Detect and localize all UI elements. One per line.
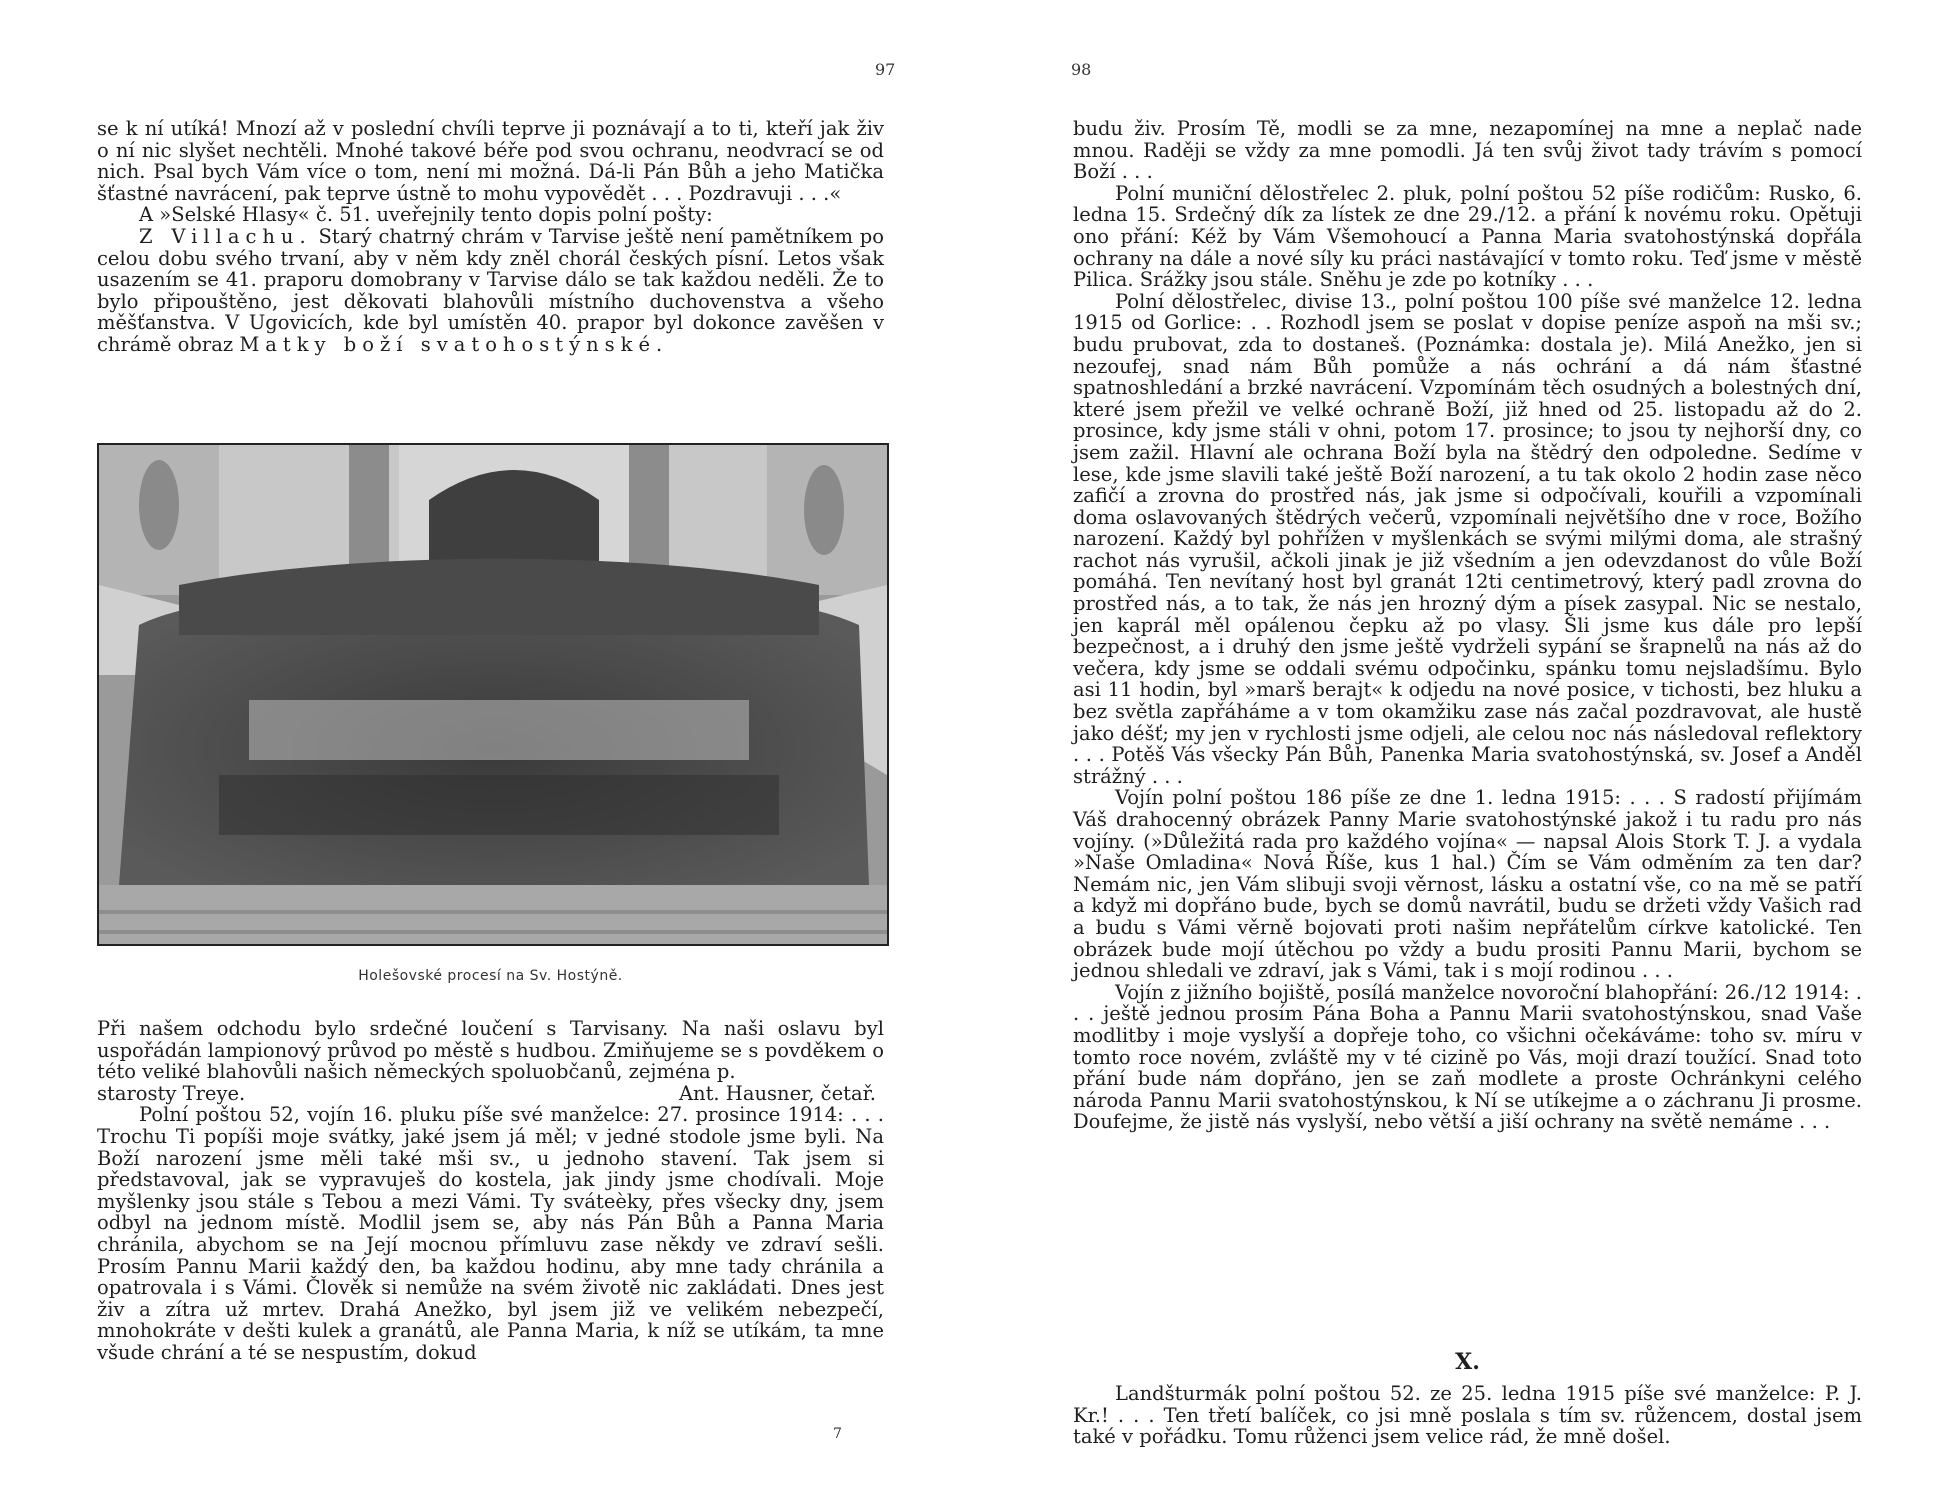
text-paragraph: budu živ. Prosím Tě, modli se za mne, nezapomínej na mne a neplač nade mnou. Raději se vždy za mne pomodli. Já ten svůj život tady trávím s pomocí Boží . . . (1073, 117, 1862, 184)
text-paragraph: Polní poštou 52, vojín 16. pluku píše své manželce: 27. prosince 1914: . . . Trochu Ti popíši moje svátky, jaké jsem já měl; v jedné stodole jsme byli. Na Boží narození jsme měli také mši sv., u jednoho stavení. Tak jsem si představoval, jak se vypravuješ do kostela, jak jindy jsme chodívali. Moje myšlenky jsou stále s Tebou a mezi Vámi. Ty sváteèky, přes všecky dny, jsem odbyl na jednom místě. Modlil jsem se, aby nás Pán Bůh a Panna Maria chránila, abychom se na Její mocnou přímluvu zase někdy ve zdraví sešli. Prosím Pannu Marii každý den, ba každou hodinu, aby mne tady chránila a opatrovala i s Vámi. Člověk si nemůže na svém životě nic zakládati. Dnes jest živ a zítra už mrtev. Drahá Anežko, byl jsem již ve velikém nebezpečí, mnohokráte v dešti kulek a granátů, ale Panna Maria, k níž se utíkám, ta mne všude chrání a té se nespustím, dokud (97, 1103, 884, 1364)
text-paragraph: Landšturmák polní poštou 52. ze 25. ledna 1915 píše své manželce: P. J. Kr.! . . . Ten třetí balíček, co jsi mně poslala s tím sv. růžencem, dostal jsem také v pořádku. Tomu růženci jsem velice rád, že mně došel. (1073, 1382, 1862, 1449)
procession-photo-image (99, 445, 887, 944)
text-paragraph: A »Selské Hlasy« č. 51. uveřejnily tento dopis polní pošty: (139, 203, 713, 227)
procession-photo (97, 443, 889, 946)
text-paragraph: Při našem odchodu bylo srdečné loučení s Tarvisany. Na naši oslavu byl uspořádán lampionový průvod po městě s hudbou. Zmiňujeme se s povděkem o této veliké blahovůli našich německých spoluobčanů, zejména p. (97, 1017, 884, 1084)
spaced-title: Matky boží svatohostýnské. (239, 332, 669, 356)
photo-caption: Holešovské procesí na Sv. Hostýně. (358, 968, 623, 984)
signature-row (97, 1083, 884, 1105)
text-paragraph: se k ní utíká! Mnozí až v poslední chvíli teprve ji poznávají a to ti, kteří jak živ o ní nic slyšet nechtěli. Mnohé takové béře pod svou ochranu, neodvrací se od nich. Psal bych Vám více o tom, není mi možná. Dá-li Pán Bůh a jeho Matička šťastné navrácení, pak teprve ústně to mohu vypovědět . . . Pozdravuji . . .« (97, 117, 884, 205)
signature-right: Ant. Hausner, četař. (678, 1081, 876, 1105)
signature-mark: 7 (833, 1426, 842, 1442)
signature-left: starosty Treye. (97, 1081, 246, 1105)
section-heading: X. (1455, 1349, 1480, 1375)
text-paragraph: Polní muniční dělostřelec 2. pluk, polní poštou 52 píše rodičům: Rusko, 6. ledna 15. Srdečný dík za lístek ze dne 29./12. a přání k novému roku. Opětuji ono přání: Kéž by Vám Všemohoucí a Panna Maria svatohostýnská dopřála ochrany na dále a nové síly ku práci nastávající v tomto roku. Teď jsme v městě Pilica. Srážky jsou stále. Sněhu je zde po kotníky . . . (1073, 181, 1862, 292)
text-run: Starý chatrný chrám v Tarvise ještě není pamětníkem po celou dobu svého trvaní, aby v něm kdy zněl chorál českých písní. Letos však usazením se 41. praporu domobrany v Tarvise dálo se tak každou neděli. Že to bylo připouštěno, jest děkovati blahovůli místního duchovenstva a všeho měšťanstva. V Ugovicích, kde byl umístěn 40. prapor byl dokonce zavěšen v chrámě obraz (97, 224, 884, 356)
text-paragraph (97, 226, 884, 356)
text-paragraph: Vojín polní poštou 186 píše ze dne 1. ledna 1915: . . . S radostí přijímám Váš drahocenný obrázek Panny Marie svatohostýnské jakož i tu radu pro nás vojíny. (»Důležitá rada pro každého vojína« — napsal Alois Stork T. J. a vydala »Naše Omladina« Nová Říše, kus 1 hal.) Čím se Vám odměním za ten dar? Nemám nic, jen Vám slibuji svoji věrnost, lásku a ostatní vše, co na mě se patří a když mi dopřáno bude, bych se domů navrátil, budu se držeti vždy Vašich rad a budu s Vámi věrně bojovati proti našim nepřátelům církve katolické. Ten obrázek bude mojí útěchou po vždy a budu prositi Pannu Marii, bychom se jednou shledali ve zdraví, jak s Vámi, tak i s mojí rodinou . . . (1073, 786, 1862, 983)
text-paragraph: Polní dělostřelec, divise 13., polní poštou 100 píše své manželce 12. ledna 1915 od Gorlice: . . Rozhodl jsem se poslat v dopise peníze aspoň na mši sv.; budu prubovat, zda to dostaneš. (Poznámka: dostala je). Milá Anežko, jen si nezoufej, snad nám Bůh pomůže a nás ochrání a dá nám šťastné spatnoshledání a brzké navrácení. Vzpomínám těch osudných a bolestných dní, které jsem přežil ve velké ochraně Boží, již hned od 25. listopadu až do 2. prosince, kdy jsme stáli v ohni, potom 17. prosince; to jsou ty nejhorší dny, co jsem zažil. Hlavní ale ochrana Boží byla na štědrý den odpoledne. Sedíme v lese, kde jsme slavili také ještě Boží narození, a tu tak okolo 2 hodin zase něco zafičí a zrovna do prostřed nás, jak jsme si odpočívali, kouřili a vzpomínali doma oslavovaných štědrých večerů, vzpomínali největšího dne v roce, Božího narození. Každý byl pohřížen v myšlenkách se svými milými doma, ale strašný rachot nás vyrušil, ačkoli jinak je již všedním a jen odevzdanost do vůle Boží pomáhá. Ten nevítaný host byl granát 12ti centimetrový, který padl zrovna do prostřed nás, a to tak, že nás jen hrozný dým a písek zasypal. Nic se nestalo, jen kaprál měl opálenou čepku až po vlasy. Šli jsme kus dále pro lepší bezpečnost, a i druhý den jsme ještě vydrželi sypání se šrapnelů na nás až do večera, kdy jsme se oddali svému odpočinku, spánku tomu nejsladšímu. Bylo asi 11 hodin, byl »marš berajt« k odjedu na nové posice, v tichosti, bez hluku a bez světla zapřáháme a v tom okamžiku zase nás začal pozdravovat, ale hustě jako déšť; my jen v rychlosti jsme odjeli, ale celou noc nás následoval reflektory . . . Potěš Vás všecky Pán Bůh, Panenka Maria svatohostýnská, sv. Josef a Anděl strážný . . . (1073, 289, 1862, 788)
left-bottom-text (97, 1018, 884, 1364)
right-bottom-text (1073, 1383, 1862, 1448)
text-paragraph: Vojín z jižního bojiště, posílá manželce novoroční blahopřání: 26./12 1914: . . . ještě jednou prosím Pána Boha a Pannu Marii svatohostýnskou, snad Vaše modlitby i moje vyslyší a dopřeje toho, co všichni očekáváme: toho sv. míru v tomto roce novém, zvláště my v té cizině po Vás, moji drazí toužící. Snad toto přání bude nám dopřáno, jen se zaň modlete a proste Ochránkyni celého národa Pannu Marii svatohostýnskou, k Ní se utíkejme a o záchranu Ji prosme. Doufejme, že jistě nás vyslyší, nebo větší a jiší ochrany na světě nemáme . . . (1073, 980, 1862, 1134)
spaced-place-name: Z Villachu. (139, 224, 312, 248)
page-number-left: 97 (875, 60, 896, 79)
right-main-text (1073, 118, 1862, 1133)
page-number-right: 98 (1071, 60, 1092, 79)
right-page (973, 0, 1946, 1500)
left-top-text (97, 118, 884, 356)
